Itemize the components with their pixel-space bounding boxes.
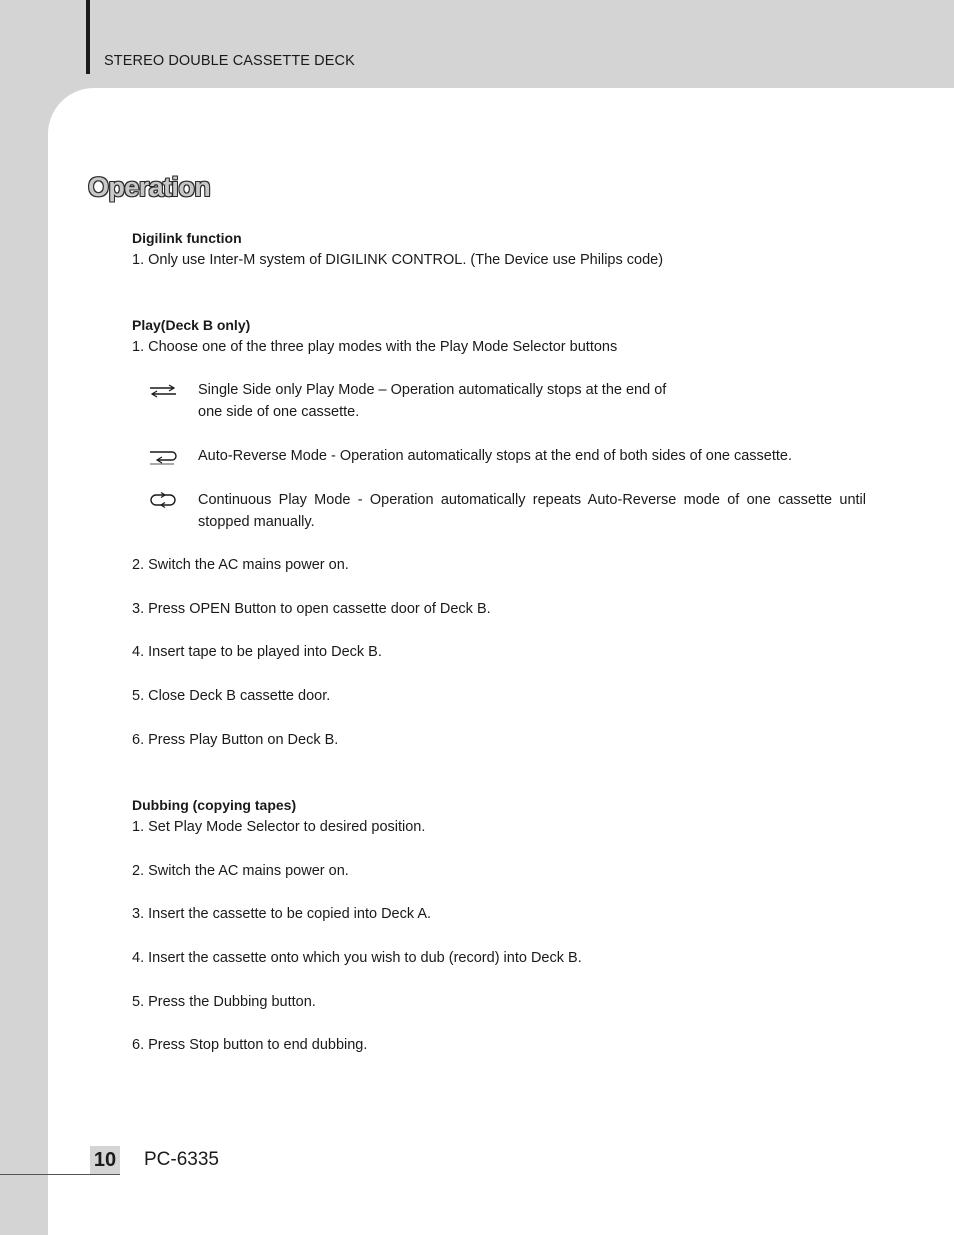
dubbing-step: 2. Switch the AC mains power on. [132, 863, 349, 879]
play-heading: Play(Deck B only) [132, 317, 251, 333]
page-number: 10 [90, 1146, 120, 1174]
dubbing-step: 3. Insert the cassette to be copied into Deck A. [132, 906, 432, 922]
dubbing-step: 5. Press the Dubbing button. [132, 994, 316, 1010]
play-step: 6. Press Play Button on Deck B. [132, 732, 339, 748]
play-step: 4. Insert tape to be played into Deck B. [132, 644, 382, 660]
dubbing-heading: Dubbing (copying tapes) [132, 797, 297, 813]
dubbing-step: 1. Set Play Mode Selector to desired position. [132, 819, 426, 835]
play-step: 3. Press OPEN Button to open cassette door of Deck B. [132, 601, 491, 617]
dubbing-step: 6. Press Stop button to end dubbing. [132, 1037, 368, 1053]
play-intro: 1. Choose one of the three play modes with the Play Mode Selector buttons [132, 339, 618, 355]
play-step: 2. Switch the AC mains power on. [132, 557, 349, 573]
continuous-play-mode-text: Continuous Play Mode - Operation automatically repeats Auto-Reverse mode of one cassette until stopped manually. [198, 492, 866, 530]
play-step: 5. Close Deck B cassette door. [132, 688, 331, 704]
auto-reverse-icon [148, 449, 178, 465]
digilink-heading: Digilink function [132, 230, 242, 246]
auto-reverse-mode-text: Auto-Reverse Mode - Operation automatically stops at the end of both sides of one cassette. [198, 448, 793, 464]
page-title: Operation [88, 172, 211, 202]
single-side-play-icon [148, 383, 178, 399]
footer-rule [0, 1174, 120, 1175]
digilink-item: 1. Only use Inter-M system of DIGILINK CONTROL. (The Device use Philips code) [132, 252, 664, 268]
continuous-play-icon [148, 492, 178, 508]
header-title: STEREO DOUBLE CASSETTE DECK [104, 53, 355, 69]
single-side-mode-text: Single Side only Play Mode – Operation automatically stops at the end of one side of one cassette. [198, 382, 667, 420]
model-number: PC-6335 [144, 1149, 219, 1170]
header-accent-bar [86, 0, 90, 74]
dubbing-step: 4. Insert the cassette onto which you wish to dub (record) into Deck B. [132, 950, 582, 966]
